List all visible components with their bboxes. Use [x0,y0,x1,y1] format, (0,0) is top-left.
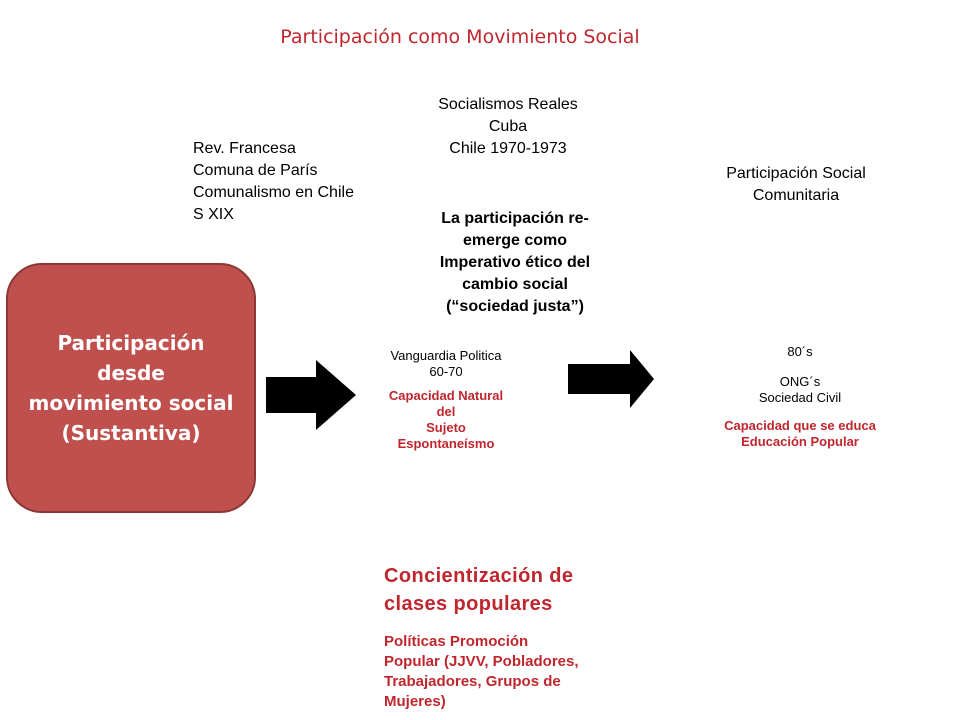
rev-francesa-block [193,138,354,226]
reemerge-line: (“sociedad justa”) [446,298,584,315]
rev-francesa-line: Comuna de París [193,162,318,179]
reemerge-line: Imperativo ético del [439,254,591,271]
reemerge-line: La participación re- [441,210,589,227]
participacion-social-line: Participación Social [726,165,866,182]
spacer [690,406,910,418]
main-box-line: desde [97,361,165,385]
page-title: Participación como Movimiento Social [280,26,640,48]
participacion-social-line: Comunitaria [752,187,840,204]
politicas-block [384,632,579,712]
socialismos-line: Socialismos Reales [438,96,578,113]
rev-francesa-line: Comunalismo en Chile [193,184,354,201]
vanguardia-red-line: Sujeto [426,420,466,435]
vanguardia-red-line: Espontaneísmo [397,436,495,451]
reemerge-block [408,208,622,318]
politicas-line: Popular (JJVV, Pobladores, [384,653,579,670]
ochentas-block [690,344,910,450]
participacion-social-block [696,163,896,207]
concientizacion-heading [384,562,573,618]
main-box-line: (Sustantiva) [61,421,201,445]
politicas-line: Mujeres) [384,693,446,710]
vanguardia-red-line: Capacidad Natural [388,388,504,403]
arrow-shape [266,360,356,430]
socialismos-line: Chile 1970-1973 [449,140,567,157]
ochentas-line: 80´s [787,344,813,359]
main-box-line: Participación [57,331,205,355]
rev-francesa-line: Rev. Francesa [193,140,296,157]
socialismos-line: Cuba [488,118,528,135]
right-arrow-icon [266,360,360,430]
ochentas-line: ONG´s [779,374,821,389]
ochentas-red-line: Educación Popular [741,434,859,449]
ochentas-red-line: Capacidad que se educa [724,418,876,433]
main-box-line: movimiento social [28,391,234,415]
reemerge-line: emerge como [462,232,568,249]
spacer [690,360,910,374]
concientizacion-heading-line: clases populares [384,593,553,615]
politicas-line: Políticas Promoción [384,633,529,650]
vanguardia-block [364,348,528,452]
spacer [364,380,528,388]
ochentas-line: Sociedad Civil [758,390,842,405]
right-arrow-icon [568,350,656,408]
reemerge-line: cambio social [462,276,568,293]
politicas-line: Trabajadores, Grupos de [384,673,561,690]
vanguardia-line: Vanguardia Politica [390,348,502,363]
vanguardia-line: 60-70 [429,364,463,379]
main-concept-box [6,263,256,513]
concientizacion-heading-line: Concientización de [384,565,574,587]
vanguardia-red-line: del [436,404,456,419]
arrow-shape [568,350,654,408]
main-concept-label [16,328,246,448]
socialismos-block [408,94,608,160]
rev-francesa-line: S XIX [193,206,234,223]
